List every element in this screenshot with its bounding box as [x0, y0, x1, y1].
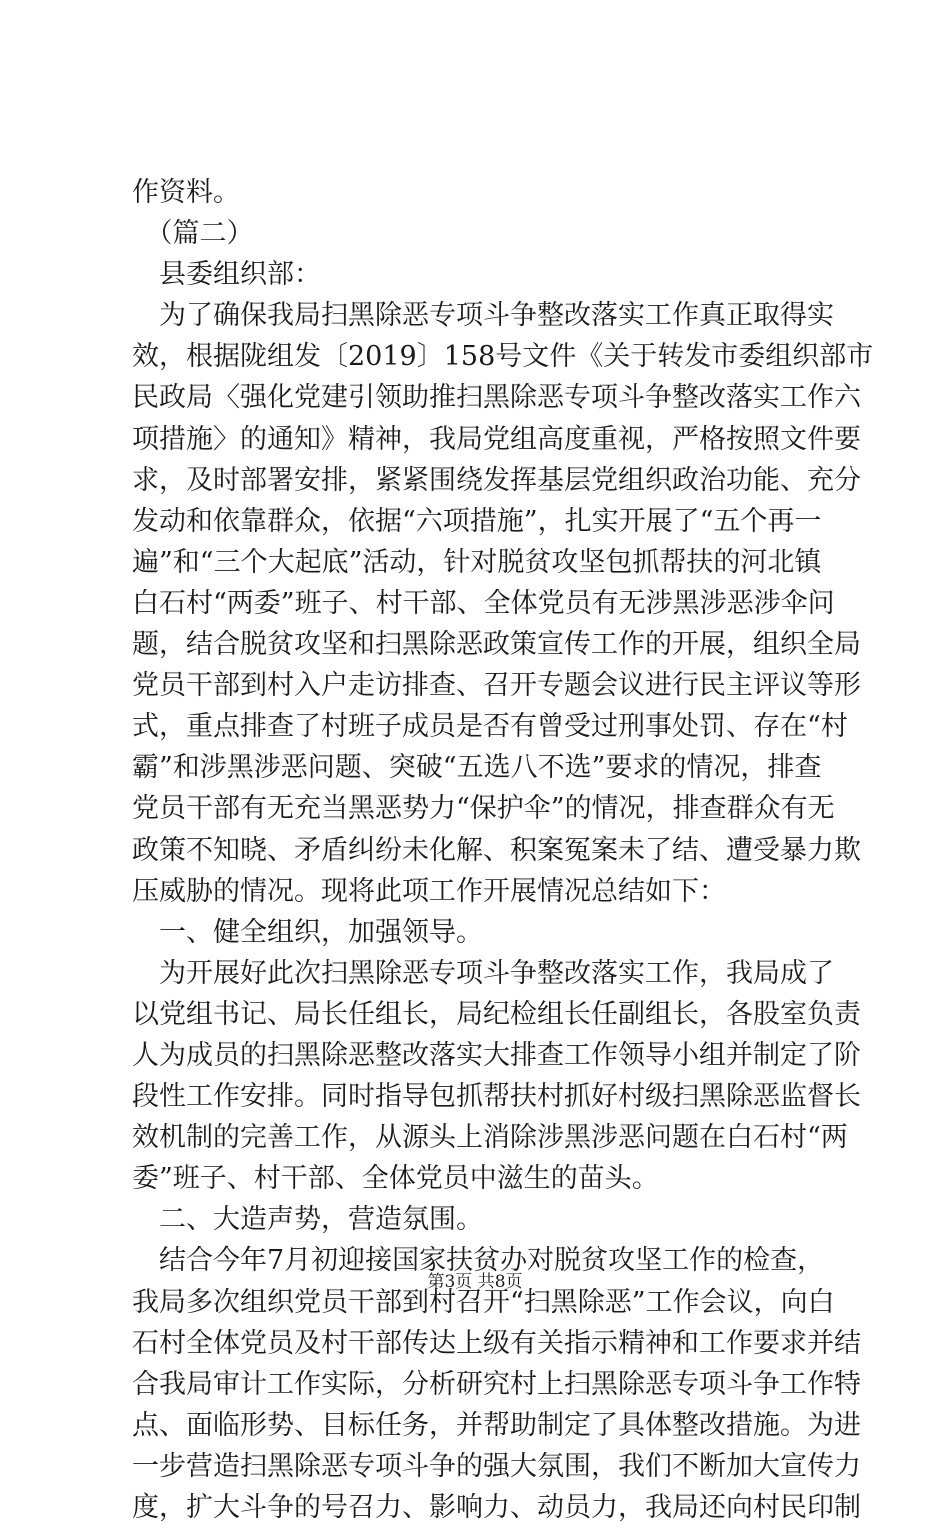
text-line: 发动和依靠群众，依据“六项措施”，扎实开展了“五个再一	[132, 505, 822, 537]
text-line: 为开展好此次扫黑除恶专项斗争整改落实工作，我局成了	[132, 957, 834, 989]
text-line: 一、健全组织，加强领导。	[132, 916, 483, 948]
document-body	[132, 172, 874, 1528]
text-line: 县委组织部：	[132, 259, 321, 291]
text-line: 式，重点排查了村班子成员是否有曾受过刑事处罚、存在“村	[132, 711, 848, 743]
text-line: 效机制的完善工作，从源头上消除涉黑涉恶问题在白石村“两	[132, 1122, 848, 1154]
text-line: 题，结合脱贫攻坚和扫黑除恶政策宣传工作的开展，组织全局	[132, 629, 861, 661]
text-line: 以党组书记、局长任组长，局纪检组长任副组长，各股室负责	[132, 998, 861, 1030]
text-line: 霸”和涉黑涉恶问题、突破“五选八不选”要求的情况，排查	[132, 752, 822, 784]
text-line: 求，及时部署安排，紧紧围绕发挥基层党组织政治功能、充分	[132, 464, 861, 496]
text-line: 人为成员的扫黑除恶整改落实大排查工作领导小组并制定了阶	[132, 1039, 861, 1071]
text-line: 压威胁的情况。现将此项工作开展情况总结如下：	[132, 875, 726, 907]
text-line: 我局多次组织党员干部到村召开“扫黑除恶”工作会议，向白	[132, 1286, 835, 1318]
text-line: 党员干部到村入户走访排查、召开专题会议进行民主评议等形	[132, 670, 861, 702]
text-line: 作资料。	[132, 177, 240, 208]
text-line: 度，扩大斗争的号召力、影响力、动员力，我局还向村民印制	[132, 1492, 861, 1523]
text-line: 二、大造声势，营造氛围。	[132, 1204, 483, 1236]
text-line: 一步营造扫黑除恶专项斗争的强大氛围，我们不断加大宣传力	[132, 1450, 861, 1482]
text-line: 段性工作安排。同时指导包抓帮扶村抓好村级扫黑除恶监督长	[132, 1081, 861, 1113]
text-line: 项措施〉的通知》精神，我局党组高度重视，严格按照文件要	[132, 423, 861, 455]
text-line: （篇二）	[132, 218, 254, 250]
text-line: 合我局审计工作实际，分析研究村上扫黑除恶专项斗争工作特	[132, 1368, 861, 1400]
text-line: 党员干部有无充当黑恶势力“保护伞”的情况，排查群众有无	[132, 793, 835, 825]
text-line: 效，根据陇组发〔2019〕158号文件《关于转发市委组织部市	[132, 341, 874, 373]
text-line: 遍”和“三个大起底”活动，针对脱贫攻坚包抓帮扶的河北镇	[132, 546, 822, 578]
page-number-footer: 第3页 共8页	[427, 1272, 523, 1292]
text-line: 石村全体党员及村干部传达上级有关指示精神和工作要求并结	[132, 1327, 861, 1359]
text-line: 为了确保我局扫黑除恶专项斗争整改落实工作真正取得实	[132, 300, 834, 332]
text-line: 委”班子、村干部、全体党员中滋生的苗头。	[132, 1163, 659, 1195]
text-line: 点、面临形势、目标任务，并帮助制定了具体整改措施。为进	[132, 1409, 861, 1441]
text-line: 民政局〈强化党建引领助推扫黑除恶专项斗争整改落实工作六	[132, 382, 861, 414]
text-line: 结合今年7月初迎接国家扶贫办对脱贫攻坚工作的检查，	[132, 1245, 825, 1277]
text-line: 政策不知晓、矛盾纠纷未化解、积案冤案未了结、遭受暴力欺	[132, 834, 861, 866]
text-line: 白石村“两委”班子、村干部、全体党员有无涉黑涉恶涉伞问	[132, 587, 835, 619]
